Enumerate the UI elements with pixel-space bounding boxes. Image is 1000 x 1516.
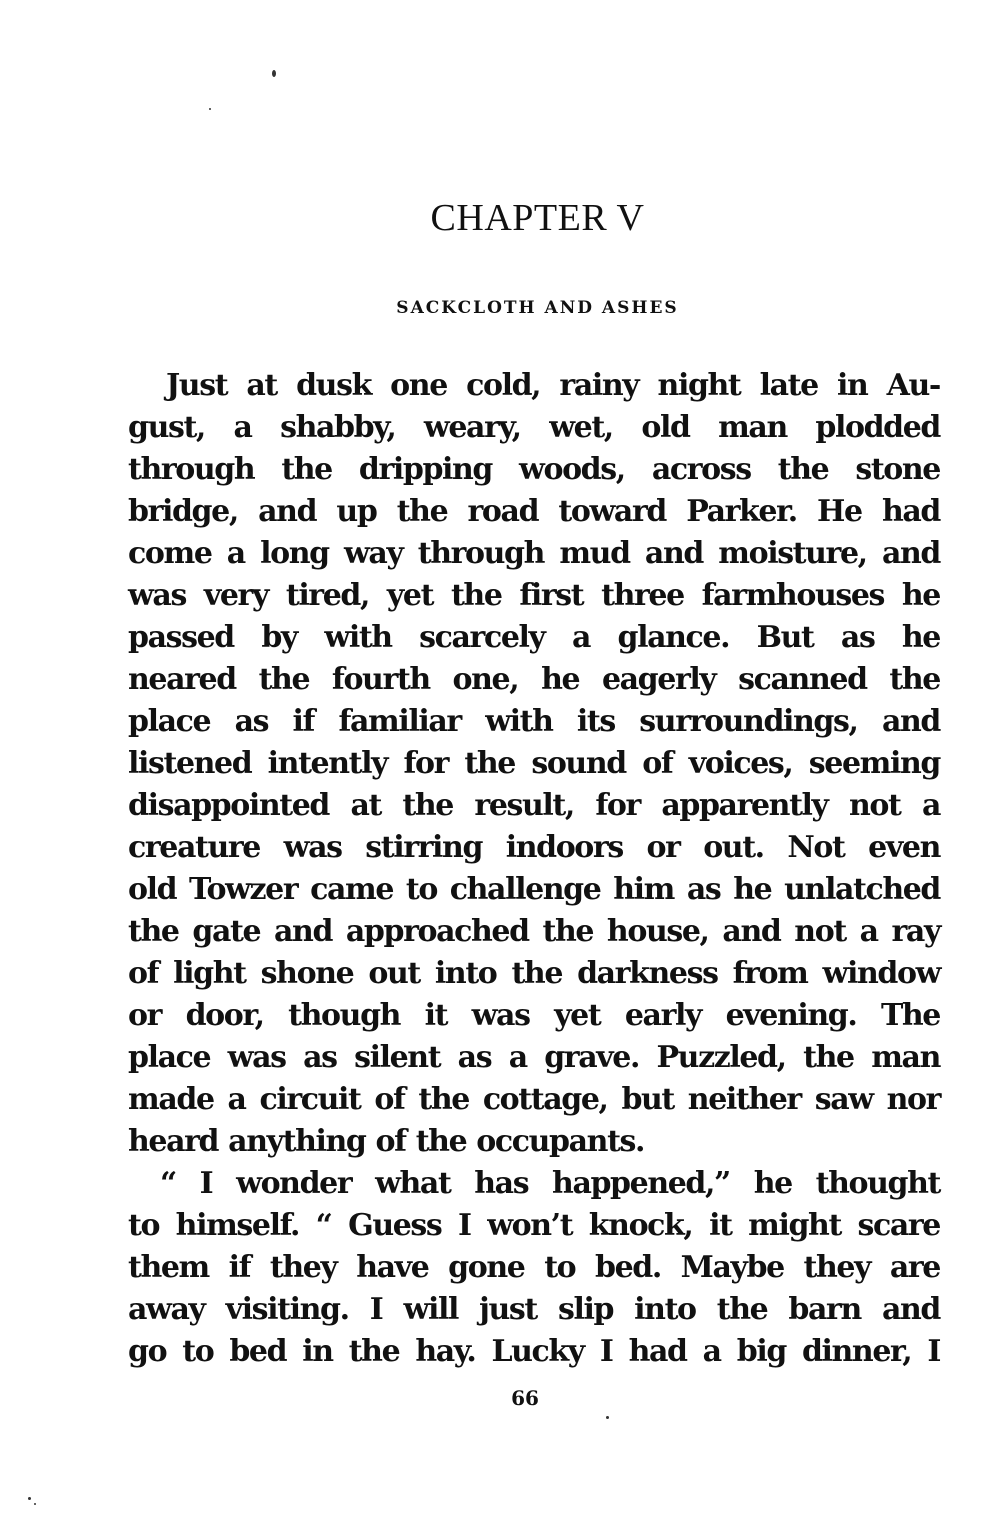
chapter-body-text	[128, 365, 940, 1373]
text-line: “ I wonder what has happened,” he thought	[160, 1166, 940, 1201]
ink-speck	[606, 1416, 609, 1419]
text-line: come a long way through mud and moisture, and	[128, 536, 940, 571]
text-line: them if they have gone to bed. Maybe they are	[128, 1250, 940, 1285]
ink-speck	[272, 70, 276, 77]
text-line: gust, a shabby, weary, wet, old man plodded	[128, 410, 940, 445]
text-line: made a circuit of the cottage, but neither saw nor	[128, 1082, 940, 1117]
ink-speck	[34, 1503, 36, 1505]
chapter-title: CHAPTER V	[430, 197, 645, 239]
page-number: 66	[511, 1386, 539, 1410]
chapter-subtitle: SACKCLOTH AND ASHES	[396, 298, 679, 318]
text-line: or door, though it was yet early evening. The	[128, 998, 940, 1033]
text-line: listened intently for the sound of voices, seeming	[128, 746, 940, 781]
text-line: heard anything of the occupants.	[128, 1124, 645, 1159]
text-line: passed by with scarcely a glance. But as he	[128, 620, 940, 655]
text-line: bridge, and up the road toward Parker. He had	[128, 494, 940, 529]
text-line: Just at dusk one cold, rainy night late in Au-	[166, 368, 940, 403]
ink-speck	[28, 1497, 31, 1500]
text-line: place was as silent as a grave. Puzzled, the man	[128, 1040, 940, 1075]
text-line: the gate and approached the house, and not a ray	[128, 914, 940, 949]
text-line: through the dripping woods, across the stone	[128, 452, 940, 487]
text-line: was very tired, yet the first three farmhouses he	[128, 578, 940, 613]
text-line: disappointed at the result, for apparently not a	[128, 788, 940, 823]
text-line: to himself. “ Guess I won’t knock, it might scare	[128, 1208, 940, 1243]
text-line: creature was stirring indoors or out. Not even	[128, 830, 940, 865]
ink-speck	[209, 108, 211, 110]
text-line: neared the fourth one, he eagerly scanned the	[128, 662, 940, 697]
text-line: old Towzer came to challenge him as he unlatched	[128, 872, 940, 907]
text-line: place as if familiar with its surroundings, and	[128, 704, 940, 739]
text-line: of light shone out into the darkness from window	[128, 956, 940, 991]
text-line: go to bed in the hay. Lucky I had a big dinner, I	[128, 1334, 940, 1369]
text-line: away visiting. I will just slip into the barn and	[128, 1292, 940, 1327]
